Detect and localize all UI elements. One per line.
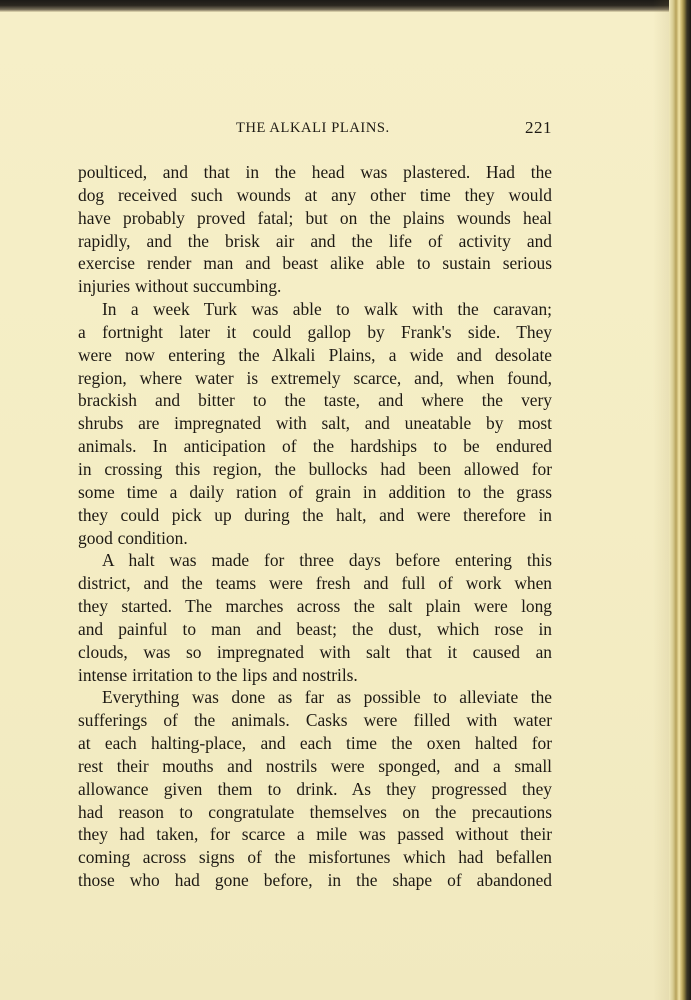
page-number: 221 <box>525 118 552 137</box>
book-spine-edge <box>669 0 691 1000</box>
text-line: brackish and bitter to the taste, and where the very <box>78 390 552 411</box>
text-line: had reason to congratulate themselves on the precautions <box>78 801 552 822</box>
text-line: A halt was made for three days before entering this <box>102 550 552 571</box>
text-line: region, where water is extremely scarce, and, when found, <box>78 367 552 388</box>
running-title: THE ALKALI PLAINS. <box>236 120 390 136</box>
text-line: in crossing this region, the bullocks had been allowed for <box>78 458 552 479</box>
text-line: a fortnight later it could gallop by Frank's side. They <box>78 321 552 342</box>
paragraph <box>78 686 552 892</box>
text-line: they started. The marches across the salt plain were long <box>78 596 552 617</box>
text-line: those who had gone before, in the shape of abandoned <box>78 870 552 891</box>
text-line: clouds, was so impregnated with salt that it caused an <box>78 641 552 662</box>
text-line: were now entering the Alkali Plains, a wide and desolate <box>78 344 552 365</box>
text-line: dog received such wounds at any other time they would <box>78 184 552 205</box>
text-line: allowance given them to drink. As they progressed they <box>78 778 552 799</box>
text-line: intense irritation to the lips and nostrils. <box>78 664 358 685</box>
text-line: at each halting-place, and each time the oxen halted for <box>78 733 552 754</box>
paragraph <box>78 298 552 549</box>
text-line: exercise render man and beast alike able to sustain serious <box>78 253 552 274</box>
text-line: they could pick up during the halt, and were therefore in <box>78 504 552 525</box>
text-line: injuries without succumbing. <box>78 276 282 297</box>
page-text-block <box>78 116 552 892</box>
text-line: rapidly, and the brisk air and the life of activity and <box>78 230 552 251</box>
running-head <box>78 116 552 142</box>
text-line: district, and the teams were fresh and full of work when <box>78 573 552 594</box>
text-line: sufferings of the animals. Casks were filled with water <box>78 710 552 731</box>
paragraph <box>78 549 552 686</box>
text-line: have probably proved fatal; but on the plains wounds heal <box>78 207 552 228</box>
text-line: In a week Turk was able to walk with the caravan; <box>102 299 552 320</box>
text-line: animals. In anticipation of the hardships to be endured <box>78 436 552 457</box>
paragraph <box>78 161 552 298</box>
text-line: Everything was done as far as possible to alleviate the <box>102 687 552 708</box>
text-line: coming across signs of the misfortunes which had befallen <box>78 847 552 868</box>
text-line: good condition. <box>78 527 188 548</box>
text-line: shrubs are impregnated with salt, and uneatable by most <box>78 413 552 434</box>
page-top-edge <box>0 0 691 12</box>
text-line: rest their mouths and nostrils were sponged, and a small <box>78 755 552 776</box>
text-line: and painful to man and beast; the dust, which rose in <box>78 618 552 639</box>
text-line: poulticed, and that in the head was plastered. Had the <box>78 162 552 182</box>
page-gutter-shadow <box>653 0 669 1000</box>
text-line: some time a daily ration of grain in addition to the grass <box>78 481 552 502</box>
text-line: they had taken, for scarce a mile was passed without their <box>78 824 552 845</box>
